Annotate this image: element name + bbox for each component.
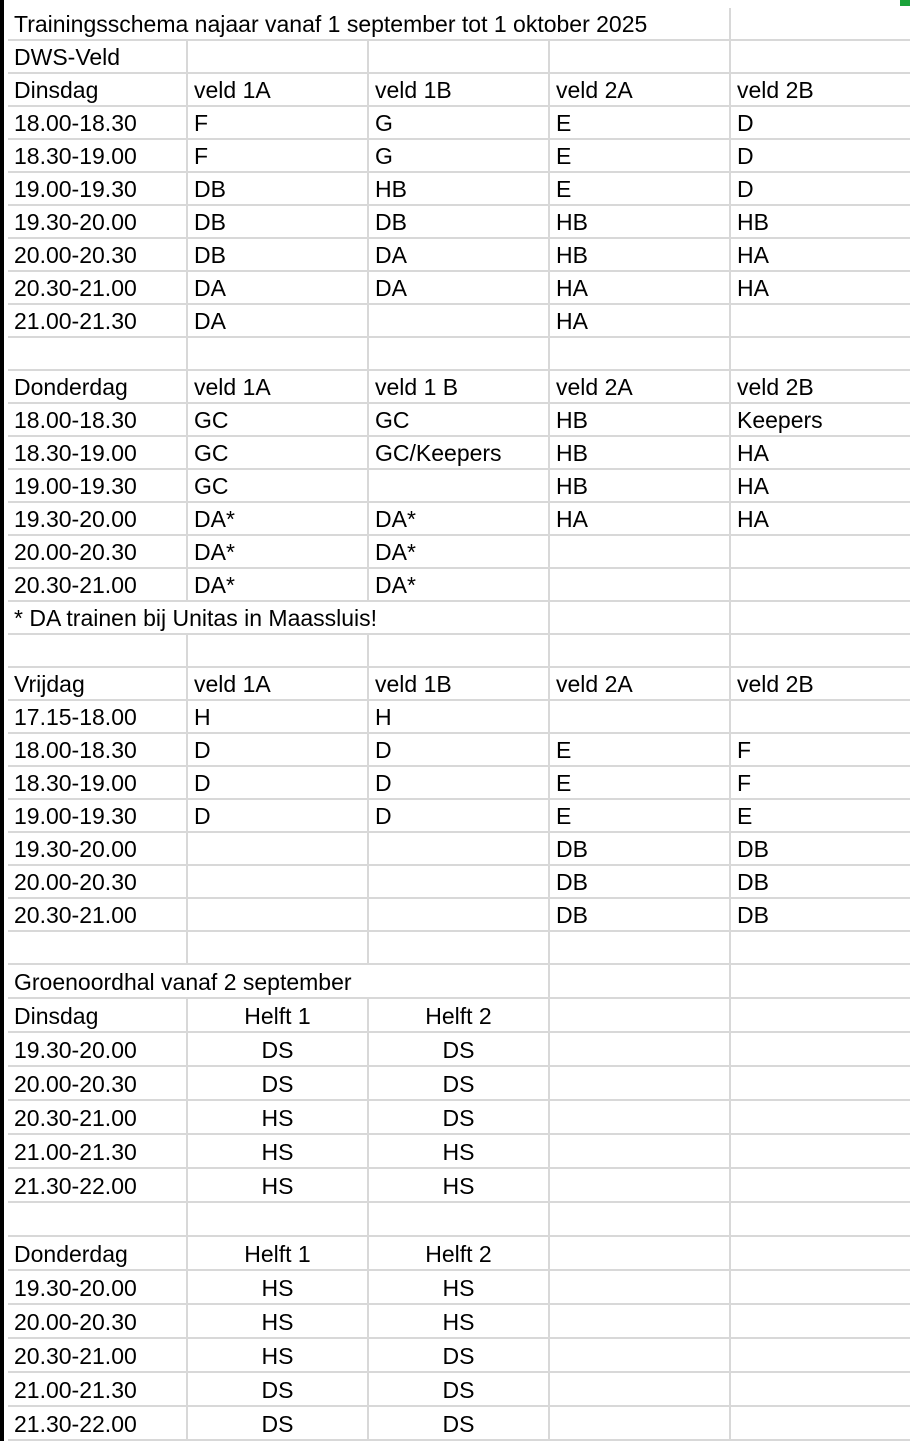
table-cell[interactable]: G bbox=[369, 107, 550, 138]
table-cell[interactable]: DB bbox=[731, 833, 910, 864]
table-cell[interactable]: veld 1A bbox=[188, 371, 369, 402]
table-cell[interactable] bbox=[369, 635, 550, 666]
table-cell[interactable] bbox=[731, 1203, 910, 1235]
table-row bbox=[8, 800, 910, 833]
table-cell[interactable]: 20.30-21.00 bbox=[8, 1339, 188, 1371]
table-cell[interactable]: DA* bbox=[369, 503, 550, 534]
table-cell[interactable]: veld 2B bbox=[731, 668, 910, 699]
table-row bbox=[8, 470, 910, 503]
table-row bbox=[8, 1067, 910, 1101]
table-cell[interactable]: veld 2B bbox=[731, 74, 910, 105]
table-cell[interactable]: 19.30-20.00 bbox=[8, 833, 188, 864]
table-cell[interactable]: DA bbox=[188, 272, 369, 303]
table-cell[interactable]: F bbox=[188, 107, 369, 138]
table-row bbox=[8, 1373, 910, 1407]
table-row bbox=[8, 767, 910, 800]
table-cell[interactable] bbox=[731, 999, 910, 1031]
table-cell[interactable]: 19.00-19.30 bbox=[8, 173, 188, 204]
table-cell[interactable] bbox=[731, 569, 910, 600]
table-cell[interactable] bbox=[188, 866, 369, 897]
table-row bbox=[8, 239, 910, 272]
table-cell[interactable] bbox=[369, 305, 550, 336]
table-cell[interactable]: 20.00-20.30 bbox=[8, 536, 188, 567]
table-cell[interactable]: DS bbox=[369, 1101, 550, 1133]
table-cell[interactable]: Helft 1 bbox=[188, 1237, 369, 1269]
section-heading[interactable]: DWS-Veld bbox=[8, 41, 188, 72]
day-header-row bbox=[8, 999, 910, 1033]
table-cell[interactable] bbox=[731, 602, 910, 633]
table-cell[interactable]: 21.00-21.30 bbox=[8, 305, 188, 336]
table-cell[interactable] bbox=[731, 1237, 910, 1269]
table-cell[interactable] bbox=[550, 41, 731, 72]
table-cell[interactable] bbox=[731, 1373, 910, 1405]
table-cell[interactable]: 20.30-21.00 bbox=[8, 1101, 188, 1133]
table-cell[interactable]: veld 2B bbox=[731, 371, 910, 402]
table-cell[interactable]: 18.30-19.00 bbox=[8, 140, 188, 171]
table-cell[interactable]: D bbox=[731, 140, 910, 171]
table-cell[interactable]: HB bbox=[550, 470, 731, 501]
table-cell[interactable] bbox=[731, 635, 910, 666]
table-cell[interactable] bbox=[731, 1033, 910, 1065]
table-cell[interactable]: HB bbox=[550, 239, 731, 270]
table-cell[interactable] bbox=[550, 1373, 731, 1405]
table-cell[interactable]: veld 1B bbox=[369, 668, 550, 699]
table-cell[interactable]: DA* bbox=[188, 536, 369, 567]
table-cell[interactable]: 18.30-19.00 bbox=[8, 767, 188, 798]
table-row bbox=[8, 437, 910, 470]
table-cell[interactable]: D bbox=[188, 800, 369, 831]
table-cell[interactable]: HS bbox=[369, 1169, 550, 1201]
day-header-row bbox=[8, 371, 910, 404]
table-row bbox=[8, 833, 910, 866]
table-cell[interactable] bbox=[369, 833, 550, 864]
table-cell[interactable] bbox=[188, 338, 369, 369]
table-row bbox=[8, 206, 910, 239]
table-cell[interactable] bbox=[550, 602, 731, 633]
table-cell[interactable] bbox=[550, 1033, 731, 1065]
table-cell[interactable] bbox=[369, 41, 550, 72]
table-cell[interactable]: HB bbox=[550, 404, 731, 435]
table-cell[interactable] bbox=[369, 932, 550, 963]
day-header-row bbox=[8, 668, 910, 701]
table-cell[interactable] bbox=[188, 932, 369, 963]
table-cell[interactable]: F bbox=[731, 734, 910, 765]
table-row bbox=[8, 1339, 910, 1373]
table-cell[interactable]: 20.00-20.30 bbox=[8, 1305, 188, 1337]
table-cell[interactable] bbox=[188, 635, 369, 666]
table-cell[interactable] bbox=[731, 8, 910, 39]
table-cell[interactable] bbox=[731, 1067, 910, 1099]
table-cell[interactable]: H bbox=[188, 701, 369, 732]
table-cell[interactable] bbox=[8, 338, 188, 369]
table-cell[interactable] bbox=[550, 701, 731, 732]
table-cell[interactable]: veld 2A bbox=[550, 371, 731, 402]
table-cell[interactable]: HB bbox=[550, 206, 731, 237]
table-cell[interactable] bbox=[731, 1339, 910, 1371]
table-cell[interactable] bbox=[731, 1135, 910, 1167]
table-cell[interactable] bbox=[550, 1169, 731, 1201]
table-cell[interactable]: GC bbox=[188, 470, 369, 501]
table-cell[interactable]: DS bbox=[188, 1067, 369, 1099]
table-cell[interactable] bbox=[731, 1271, 910, 1303]
table-cell[interactable] bbox=[550, 1305, 731, 1337]
table-cell[interactable]: Helft 2 bbox=[369, 1237, 550, 1269]
table-cell[interactable]: D bbox=[369, 800, 550, 831]
table-cell[interactable]: DA bbox=[369, 272, 550, 303]
table-cell[interactable]: HA bbox=[731, 503, 910, 534]
table-cell[interactable]: 21.00-21.30 bbox=[8, 1135, 188, 1167]
table-cell[interactable]: DB bbox=[369, 206, 550, 237]
table-cell[interactable] bbox=[550, 1339, 731, 1371]
table-row bbox=[8, 305, 910, 338]
table-cell[interactable]: GC bbox=[188, 437, 369, 468]
table-cell[interactable]: 19.00-19.30 bbox=[8, 800, 188, 831]
table-cell[interactable]: DB bbox=[188, 206, 369, 237]
note-row bbox=[8, 602, 910, 635]
table-cell[interactable]: HB bbox=[550, 437, 731, 468]
table-cell[interactable]: DS bbox=[369, 1373, 550, 1405]
table-cell[interactable] bbox=[550, 1101, 731, 1133]
table-cell[interactable]: DS bbox=[188, 1033, 369, 1065]
table-cell[interactable]: HA bbox=[550, 503, 731, 534]
table-cell[interactable] bbox=[731, 1169, 910, 1201]
page-title[interactable]: Trainingsschema najaar vanaf 1 september tot 1 oktober 2025 bbox=[8, 8, 731, 39]
table-cell[interactable] bbox=[731, 1305, 910, 1337]
day-header-row bbox=[8, 1237, 910, 1271]
table-cell[interactable]: HS bbox=[188, 1101, 369, 1133]
table-cell[interactable]: HS bbox=[188, 1135, 369, 1167]
table-cell[interactable] bbox=[550, 932, 731, 963]
table-cell[interactable]: GC bbox=[188, 404, 369, 435]
table-cell[interactable]: GC bbox=[369, 404, 550, 435]
table-cell[interactable]: DA bbox=[369, 239, 550, 270]
table-cell[interactable] bbox=[369, 866, 550, 897]
table-cell[interactable]: 20.30-21.00 bbox=[8, 569, 188, 600]
table-cell[interactable]: Donderdag bbox=[8, 1237, 188, 1269]
table-cell[interactable]: veld 2A bbox=[550, 74, 731, 105]
table-row bbox=[8, 173, 910, 206]
table-cell[interactable]: HS bbox=[369, 1305, 550, 1337]
table-cell[interactable] bbox=[8, 932, 188, 963]
table-cell[interactable]: D bbox=[188, 734, 369, 765]
table-cell[interactable]: DB bbox=[188, 173, 369, 204]
table-cell[interactable]: E bbox=[550, 107, 731, 138]
table-row bbox=[8, 1407, 910, 1441]
table-cell[interactable]: 19.30-20.00 bbox=[8, 206, 188, 237]
table-cell[interactable]: HA bbox=[550, 272, 731, 303]
table-cell[interactable] bbox=[550, 1407, 731, 1439]
table-cell[interactable]: Donderdag bbox=[8, 371, 188, 402]
table-cell[interactable]: E bbox=[550, 173, 731, 204]
table-cell[interactable]: HS bbox=[369, 1271, 550, 1303]
table-row bbox=[8, 866, 910, 899]
table-cell[interactable] bbox=[550, 1135, 731, 1167]
table-cell[interactable]: DS bbox=[369, 1033, 550, 1065]
table-cell[interactable] bbox=[731, 536, 910, 567]
table-cell[interactable]: 18.00-18.30 bbox=[8, 734, 188, 765]
table-cell[interactable]: 20.00-20.30 bbox=[8, 866, 188, 897]
table-row bbox=[8, 1033, 910, 1067]
table-cell[interactable] bbox=[188, 899, 369, 930]
table-cell[interactable] bbox=[731, 965, 910, 997]
table-cell[interactable]: E bbox=[550, 800, 731, 831]
table-cell[interactable]: DB bbox=[550, 833, 731, 864]
table-cell[interactable]: 21.00-21.30 bbox=[8, 1373, 188, 1405]
table-cell[interactable]: 19.30-20.00 bbox=[8, 1033, 188, 1065]
table-row bbox=[8, 1271, 910, 1305]
table-cell[interactable] bbox=[731, 305, 910, 336]
table-row bbox=[8, 1305, 910, 1339]
table-cell[interactable]: Vrijdag bbox=[8, 668, 188, 699]
table-cell[interactable]: 19.30-20.00 bbox=[8, 503, 188, 534]
table-cell[interactable]: veld 1 B bbox=[369, 371, 550, 402]
table-row bbox=[8, 899, 910, 932]
table-cell[interactable] bbox=[550, 1203, 731, 1235]
table-cell[interactable] bbox=[550, 1271, 731, 1303]
table-cell[interactable] bbox=[731, 932, 910, 963]
table-cell[interactable] bbox=[188, 1203, 369, 1235]
table-cell[interactable]: D bbox=[731, 107, 910, 138]
table-cell[interactable]: DA* bbox=[188, 503, 369, 534]
table-cell[interactable]: 20.00-20.30 bbox=[8, 1067, 188, 1099]
table-cell[interactable]: HA bbox=[731, 470, 910, 501]
table-cell[interactable] bbox=[369, 899, 550, 930]
table-cell[interactable]: HS bbox=[188, 1271, 369, 1303]
table-cell[interactable] bbox=[550, 1067, 731, 1099]
table-cell[interactable]: HA bbox=[550, 305, 731, 336]
table-cell[interactable] bbox=[731, 701, 910, 732]
table-cell[interactable]: HA bbox=[731, 437, 910, 468]
table-row bbox=[8, 1101, 910, 1135]
table-row bbox=[8, 404, 910, 437]
table-cell[interactable]: 17.15-18.00 bbox=[8, 701, 188, 732]
cell-corner-marker bbox=[900, 0, 910, 6]
table-cell[interactable] bbox=[369, 470, 550, 501]
table-cell[interactable]: 20.00-20.30 bbox=[8, 239, 188, 270]
table-cell[interactable]: veld 2A bbox=[550, 668, 731, 699]
table-cell[interactable]: D bbox=[369, 767, 550, 798]
table-cell[interactable] bbox=[8, 635, 188, 666]
table-cell[interactable]: HB bbox=[369, 173, 550, 204]
table-row bbox=[8, 503, 910, 536]
table-cell[interactable]: HS bbox=[188, 1339, 369, 1371]
table-row bbox=[8, 1135, 910, 1169]
table-cell[interactable]: DA* bbox=[369, 569, 550, 600]
table-cell[interactable] bbox=[369, 1203, 550, 1235]
table-cell[interactable]: G bbox=[369, 140, 550, 171]
table-cell[interactable]: GC/Keepers bbox=[369, 437, 550, 468]
table-cell[interactable]: HB bbox=[731, 206, 910, 237]
table-cell[interactable]: HA bbox=[731, 239, 910, 270]
table-cell[interactable] bbox=[550, 1237, 731, 1269]
table-cell[interactable]: HS bbox=[188, 1305, 369, 1337]
table-cell[interactable]: DS bbox=[369, 1339, 550, 1371]
table-cell[interactable]: DS bbox=[369, 1407, 550, 1439]
table-cell[interactable]: 18.00-18.30 bbox=[8, 404, 188, 435]
table-cell[interactable]: D bbox=[369, 734, 550, 765]
table-cell[interactable] bbox=[8, 1203, 188, 1235]
table-cell[interactable]: HA bbox=[731, 272, 910, 303]
table-cell[interactable]: DS bbox=[188, 1407, 369, 1439]
table-cell[interactable]: D bbox=[731, 173, 910, 204]
table-cell[interactable]: DS bbox=[188, 1373, 369, 1405]
table-cell[interactable] bbox=[731, 338, 910, 369]
table-cell[interactable]: DB bbox=[731, 866, 910, 897]
table-cell[interactable]: E bbox=[550, 140, 731, 171]
empty-row bbox=[8, 338, 910, 371]
table-cell[interactable] bbox=[188, 41, 369, 72]
table-cell[interactable] bbox=[550, 999, 731, 1031]
table-row bbox=[8, 1169, 910, 1203]
section-row bbox=[8, 965, 910, 999]
table-row bbox=[8, 107, 910, 140]
table-cell[interactable] bbox=[369, 338, 550, 369]
table-cell[interactable]: Helft 1 bbox=[188, 999, 369, 1031]
table-cell[interactable]: H bbox=[369, 701, 550, 732]
table-cell[interactable]: DB bbox=[188, 239, 369, 270]
table-cell[interactable] bbox=[731, 1407, 910, 1439]
table-row bbox=[8, 569, 910, 602]
table-cell[interactable]: HS bbox=[188, 1169, 369, 1201]
table-cell[interactable] bbox=[550, 536, 731, 567]
table-cell[interactable]: E bbox=[550, 767, 731, 798]
table-cell[interactable]: DA* bbox=[188, 569, 369, 600]
table-cell[interactable]: DB bbox=[550, 899, 731, 930]
table-cell[interactable] bbox=[550, 338, 731, 369]
table-cell[interactable]: DB bbox=[550, 866, 731, 897]
table-cell[interactable]: DA bbox=[188, 305, 369, 336]
table-cell[interactable] bbox=[550, 965, 731, 997]
table-row bbox=[8, 536, 910, 569]
table-cell[interactable]: veld 1A bbox=[188, 74, 369, 105]
empty-row bbox=[8, 932, 910, 965]
table-cell[interactable]: 19.00-19.30 bbox=[8, 470, 188, 501]
section-row bbox=[8, 41, 910, 74]
table-cell[interactable]: 18.00-18.30 bbox=[8, 107, 188, 138]
table-cell[interactable]: 20.30-21.00 bbox=[8, 272, 188, 303]
empty-row bbox=[8, 635, 910, 668]
table-cell[interactable]: E bbox=[550, 734, 731, 765]
table-row bbox=[8, 272, 910, 305]
table-row bbox=[8, 734, 910, 767]
footnote[interactable]: * DA trainen bij Unitas in Maassluis! bbox=[8, 602, 550, 633]
table-cell[interactable] bbox=[550, 569, 731, 600]
table-cell[interactable]: Helft 2 bbox=[369, 999, 550, 1031]
table-cell[interactable]: F bbox=[731, 767, 910, 798]
table-cell[interactable]: 21.30-22.00 bbox=[8, 1169, 188, 1201]
table-cell[interactable] bbox=[731, 41, 910, 72]
table-cell[interactable]: Dinsdag bbox=[8, 74, 188, 105]
table-cell[interactable]: HS bbox=[369, 1135, 550, 1167]
table-cell[interactable]: DB bbox=[731, 899, 910, 930]
table-cell[interactable]: DS bbox=[369, 1067, 550, 1099]
table-cell[interactable]: 19.30-20.00 bbox=[8, 1271, 188, 1303]
table-cell[interactable] bbox=[188, 833, 369, 864]
table-cell[interactable]: Keepers bbox=[731, 404, 910, 435]
table-cell[interactable]: veld 1A bbox=[188, 668, 369, 699]
table-cell[interactable]: DA* bbox=[369, 536, 550, 567]
title-row bbox=[8, 8, 910, 41]
table-cell[interactable]: 20.30-21.00 bbox=[8, 899, 188, 930]
section-heading[interactable]: Groenoordhal vanaf 2 september bbox=[8, 965, 550, 997]
empty-row bbox=[8, 1203, 910, 1237]
table-cell[interactable]: E bbox=[731, 800, 910, 831]
table-cell[interactable]: veld 1B bbox=[369, 74, 550, 105]
table-cell[interactable]: D bbox=[188, 767, 369, 798]
table-cell[interactable]: Dinsdag bbox=[8, 999, 188, 1031]
table-row bbox=[8, 701, 910, 734]
table-cell[interactable] bbox=[550, 635, 731, 666]
table-row bbox=[8, 140, 910, 173]
day-header-row bbox=[8, 74, 910, 107]
table-cell[interactable]: F bbox=[188, 140, 369, 171]
table-cell[interactable]: 21.30-22.00 bbox=[8, 1407, 188, 1439]
table-cell[interactable] bbox=[731, 1101, 910, 1133]
table-cell[interactable]: 18.30-19.00 bbox=[8, 437, 188, 468]
